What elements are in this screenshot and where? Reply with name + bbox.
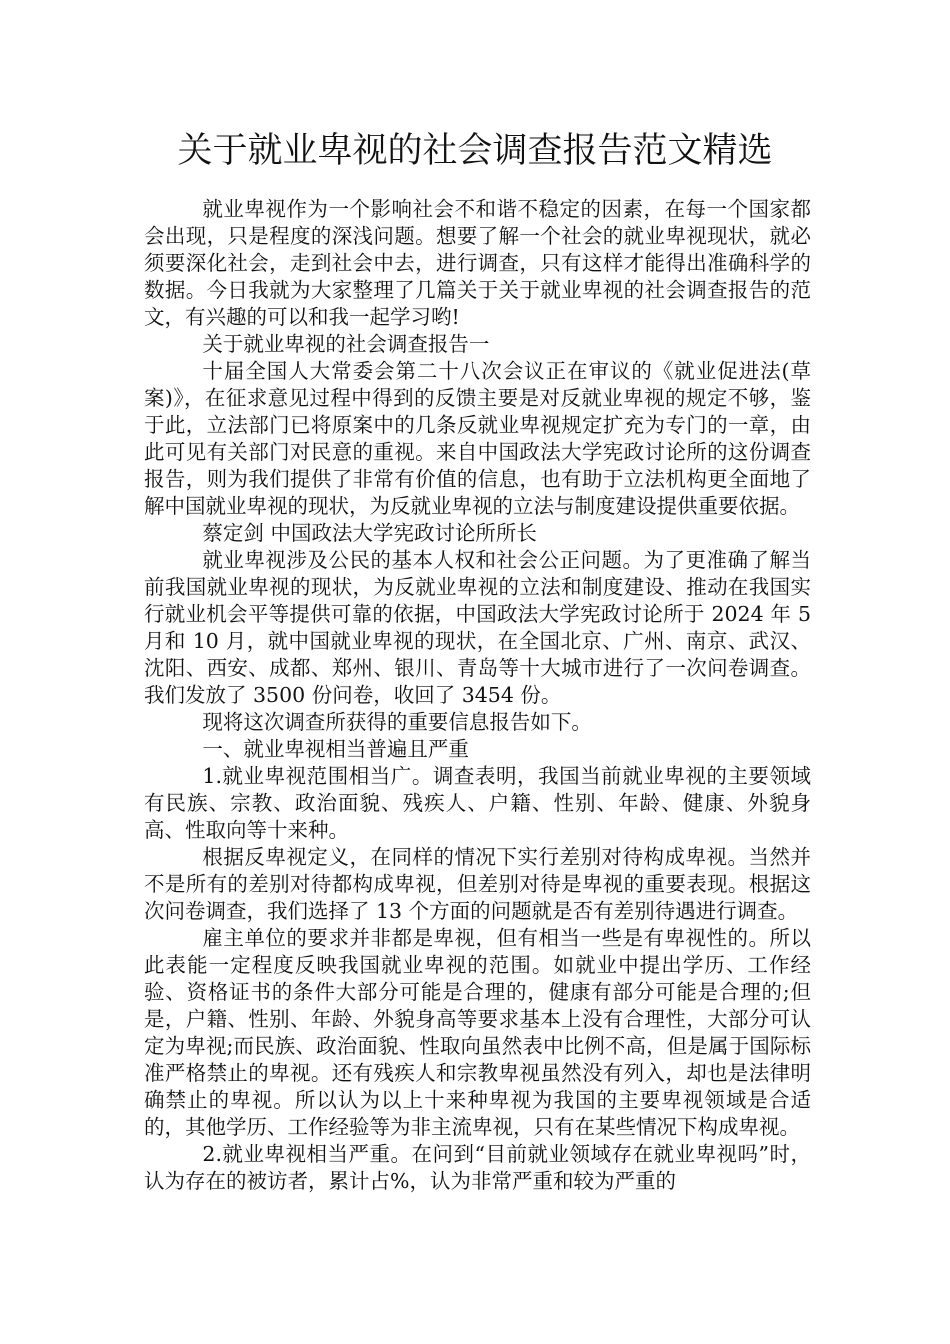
document-body [144,196,811,1195]
paragraph-survey: 就业卑视涉及公民的基本人权和社会公正问题。为了更准确了解当前我国就业卑视的现状，为反就业卑视的立法和制度建设、推动在我国实行就业机会平等提供可靠的依据，中国政法大学宪政讨论所于 2024 年 5 月和 10 月，就中国就业卑视的现状，在全国北京、广州、南京、武汉、沈阳、西安、成都、郑州、银川、青岛等十大城市进行了一次问卷调查。我们发放了 3500 份问卷，收回了 3454 份。 [144,548,811,707]
paragraph-point-2: 2.就业卑视相当严重。在问到“目前就业领域存在就业卑视吗”时，认为存在的被访者，累计占%，认为非常严重和较为严重的 [144,1142,811,1193]
paragraph-definition: 根据反卑视定义，在同样的情况下实行差别对待构成卑视。当然并不是所有的差别对待都构成卑视，但差别对待是卑视的重要表现。根据这次问卷调查，我们选择了 13 个方面的问题就是否有差别待遇进行调查。 [144,845,811,923]
paragraph-report-intro: 现将这次调查所获得的重要信息报告如下。 [202,710,592,734]
paragraph-employer: 雇主单位的要求并非都是卑视，但有相当一些是有卑视性的。所以此表能一定程度反映我国就业卑视的范围。如就业中提出学历、工作经验、资格证书的条件大部分可能是合理的，健康有部分可能是合理的;但是，户籍、性别、年龄、外貌身高等要求基本上没有合理性，大部分可认定为卑视;而民族、政治面貌、性取向虽然表中比例不高，但是属于国际标准严格禁止的卑视。还有残疾人和宗教卑视虽然没有列入，却也是法律明确禁止的卑视。所以认为以上十来种卑视为我国的主要卑视领域是合适的，其他学历、工作经验等为非主流卑视，只有在某些情况下构成卑视。 [144,926,811,1139]
author-line: 蔡定剑 中国政法大学宪政讨论所所长 [202,521,537,545]
report-heading: 关于就业卑视的社会调查报告一 [202,332,490,356]
document-title: 关于就业卑视的社会调查报告范文精选 [177,131,773,171]
paragraph-background: 十届全国人大常委会第二十八次会议正在审议的《就业促进法(草案)》，在征求意见过程中得到的反馈主要是对反就业卑视的规定不够，鉴于此，立法部门已将原案中的几条反就业卑视规定扩充为专门的一章，由此可见有关部门对民意的重视。来自中国政法大学宪政讨论所的这份调查报告，则为我们提供了非常有价值的信息，也有助于立法机构更全面地了解中国就业卑视的现状，为反就业卑视的立法与制度建设提供重要依据。 [144,359,811,518]
section-heading-1: 一、就业卑视相当普遍且严重 [202,737,469,761]
paragraph-point-1: 1.就业卑视范围相当广。调查表明，我国当前就业卑视的主要领域有民族、宗教、政治面貌、残疾人、户籍、性别、年龄、健康、外貌身高、性取向等十来种。 [144,764,811,842]
intro-paragraph: 就业卑视作为一个影响社会不和谐不稳定的因素，在每一个国家都会出现，只是程度的深浅问题。想要了解一个社会的就业卑视现状，就必须要深化社会，走到社会中去，进行调查，只有这样才能得出准确科学的数据。今日我就为大家整理了几篇关于关于就业卑视的社会调查报告的范文，有兴趣的可以和我一起学习哟! [144,197,811,329]
